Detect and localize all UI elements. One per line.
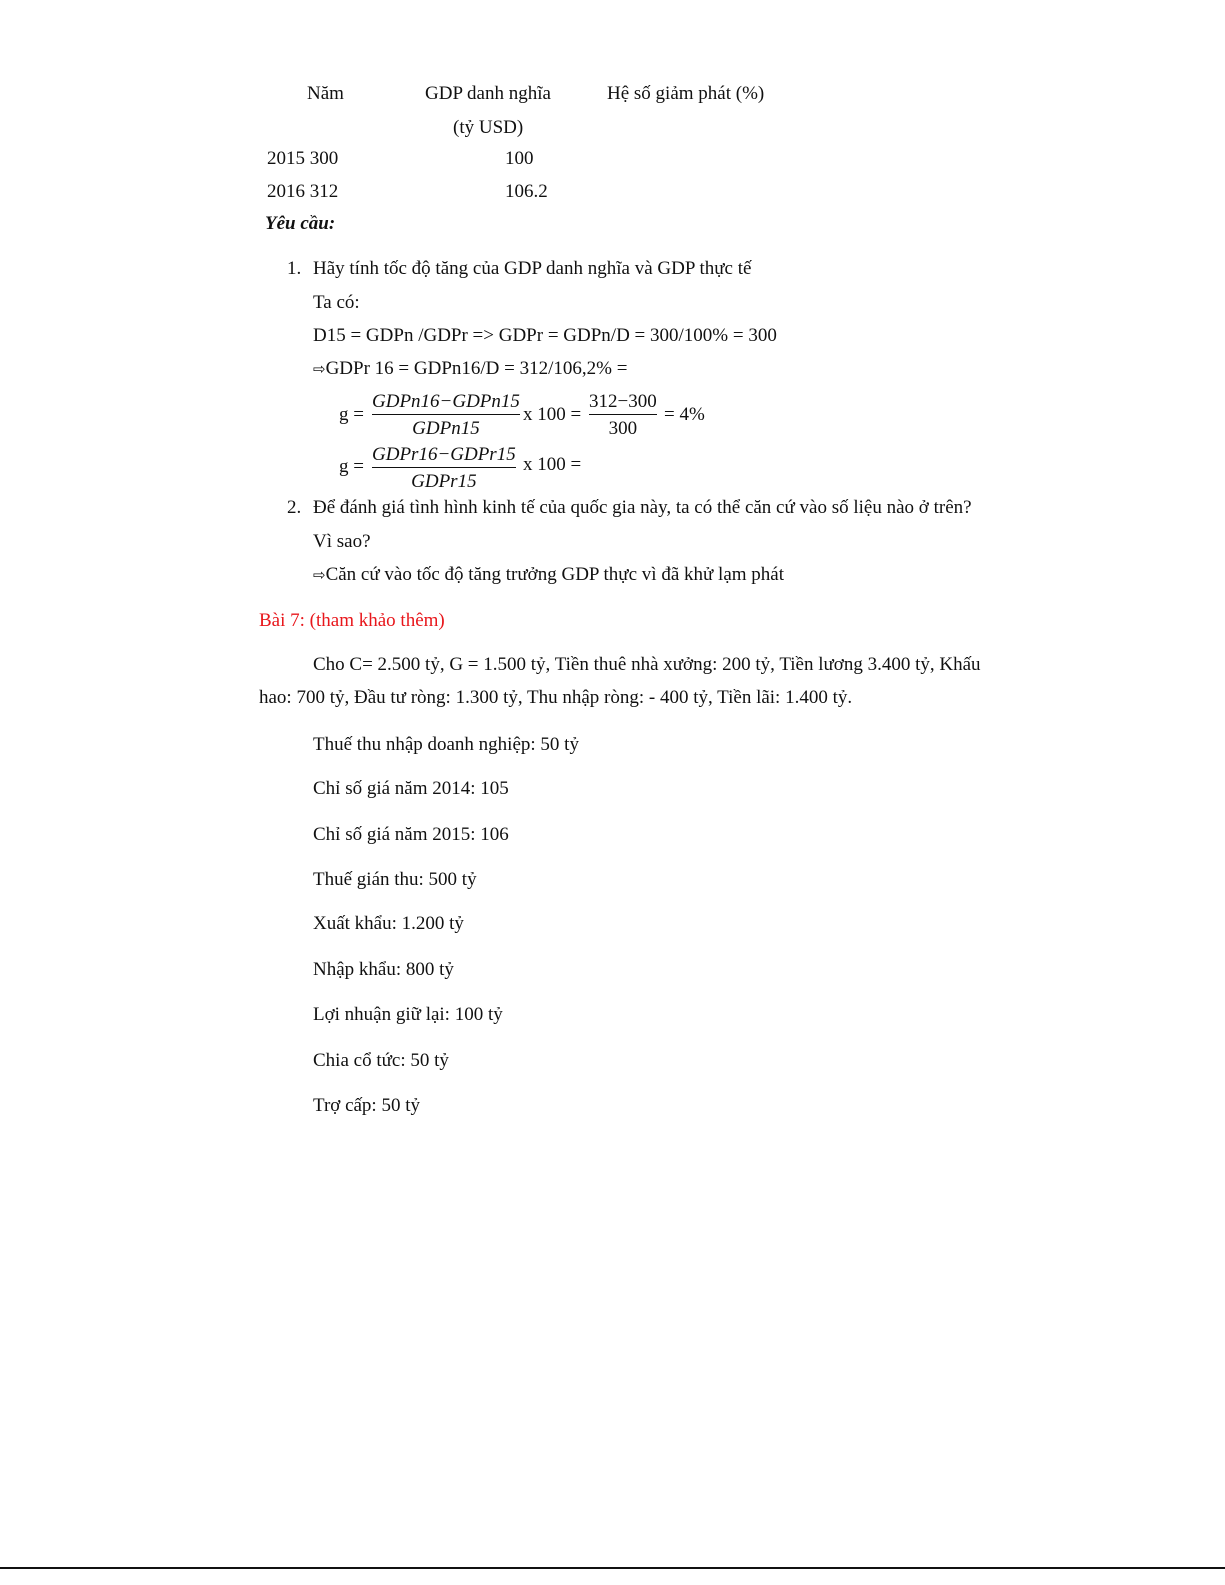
q1-gdpr16-line — [313, 359, 627, 378]
bai7-list-item: Thuế thu nhập doanh nghiệp: 50 tỷ — [313, 734, 579, 755]
formula1-fraction-bar — [372, 414, 520, 415]
formula2-g: g = — [339, 456, 364, 477]
formula1-fraction2 — [589, 392, 657, 438]
q1-d15-line: D15 = GDPn /GDPr => GDPr = GDPn/D = 300/100% = 300 — [313, 325, 777, 346]
formula1-result: = 4% — [664, 404, 705, 425]
formula1-denominator2: 300 — [608, 418, 638, 439]
q1-text: Hãy tính tốc độ tăng của GDP danh nghĩa và GDP thực tế — [313, 258, 752, 279]
formula2-fraction-bar — [372, 467, 516, 468]
bai7-list-item: Chỉ số giá năm 2015: 106 — [313, 824, 509, 845]
bai7-list-item: Lợi nhuận giữ lại: 100 tỷ — [313, 1004, 503, 1025]
formula1-times: x 100 = — [523, 404, 582, 425]
bai7-list-item: Xuất khẩu: 1.200 tỷ — [313, 913, 464, 934]
formula2-numerator: GDPr16−GDPr15 — [372, 444, 516, 465]
table-row-year-gdp: 2016 312 — [267, 181, 339, 202]
q2-text2: Vì sao? — [313, 531, 371, 552]
bai7-paragraph-line1: Cho C= 2.500 tỷ, G = 1.500 tỷ, Tiền thuê nhà xưởng: 200 tỷ, Tiền lương 3.400 tỷ, Khấu — [313, 654, 981, 675]
q1-number: 1. — [287, 258, 302, 279]
bai7-title: Bài 7: (tham khảo thêm) — [259, 610, 445, 631]
table-header-year: Năm — [307, 83, 344, 104]
bai7-list-item: Chia cổ tức: 50 tỷ — [313, 1050, 449, 1071]
q2-answer: Căn cứ vào tốc độ tăng trưởng GDP thực vì đã khử lạm phát — [325, 564, 784, 585]
bai7-paragraph-line2: hao: 700 tỷ, Đầu tư ròng: 1.300 tỷ, Thu nhập ròng: - 400 tỷ, Tiền lãi: 1.400 tỷ. — [259, 687, 853, 708]
formula1-numerator: GDPn16−GDPn15 — [372, 391, 520, 412]
formula1-denominator: GDPn15 — [412, 418, 480, 439]
formula1-numerator2: 312−300 — [589, 391, 657, 412]
q1-gdpr16-text: GDPr 16 = GDPn16/D = 312/106,2% = — [325, 358, 628, 379]
arrow-right-icon: ⇨ — [313, 360, 326, 378]
formula1-fraction-bar2 — [589, 414, 657, 415]
table-header-gdp-unit: (tỷ USD) — [453, 117, 524, 138]
table-row-deflator: 100 — [505, 148, 534, 169]
q2-number: 2. — [287, 497, 302, 518]
page-bottom-rule — [0, 1567, 1225, 1569]
q2-text: Để đánh giá tình hình kinh tế của quốc gia này, ta có thể căn cứ vào số liệu nào ở trên? — [313, 497, 972, 518]
formula2-fraction — [372, 445, 516, 491]
table-row-deflator: 106.2 — [505, 181, 548, 202]
requirements-label: Yêu cầu: — [265, 213, 336, 234]
formula1-g: g = — [339, 404, 364, 425]
table-row-year-gdp: 2015 300 — [267, 148, 339, 169]
q1-taco: Ta có: — [313, 292, 360, 313]
table-header-gdp: GDP danh nghĩa — [425, 83, 551, 104]
bai7-list-item: Thuế gián thu: 500 tỷ — [313, 869, 477, 890]
table-header-deflator: Hệ số giảm phát (%) — [607, 83, 765, 104]
arrow-right-icon: ⇨ — [313, 566, 326, 584]
formula2-times: x 100 = — [523, 454, 582, 475]
formula2-denominator: GDPr15 — [411, 471, 477, 492]
bai7-list-item: Chỉ số giá năm 2014: 105 — [313, 778, 509, 799]
q2-answer-line — [313, 565, 784, 584]
bai7-list-item: Nhập khẩu: 800 tỷ — [313, 959, 454, 980]
bai7-list-item: Trợ cấp: 50 tỷ — [313, 1095, 420, 1116]
formula1-fraction — [372, 392, 520, 438]
